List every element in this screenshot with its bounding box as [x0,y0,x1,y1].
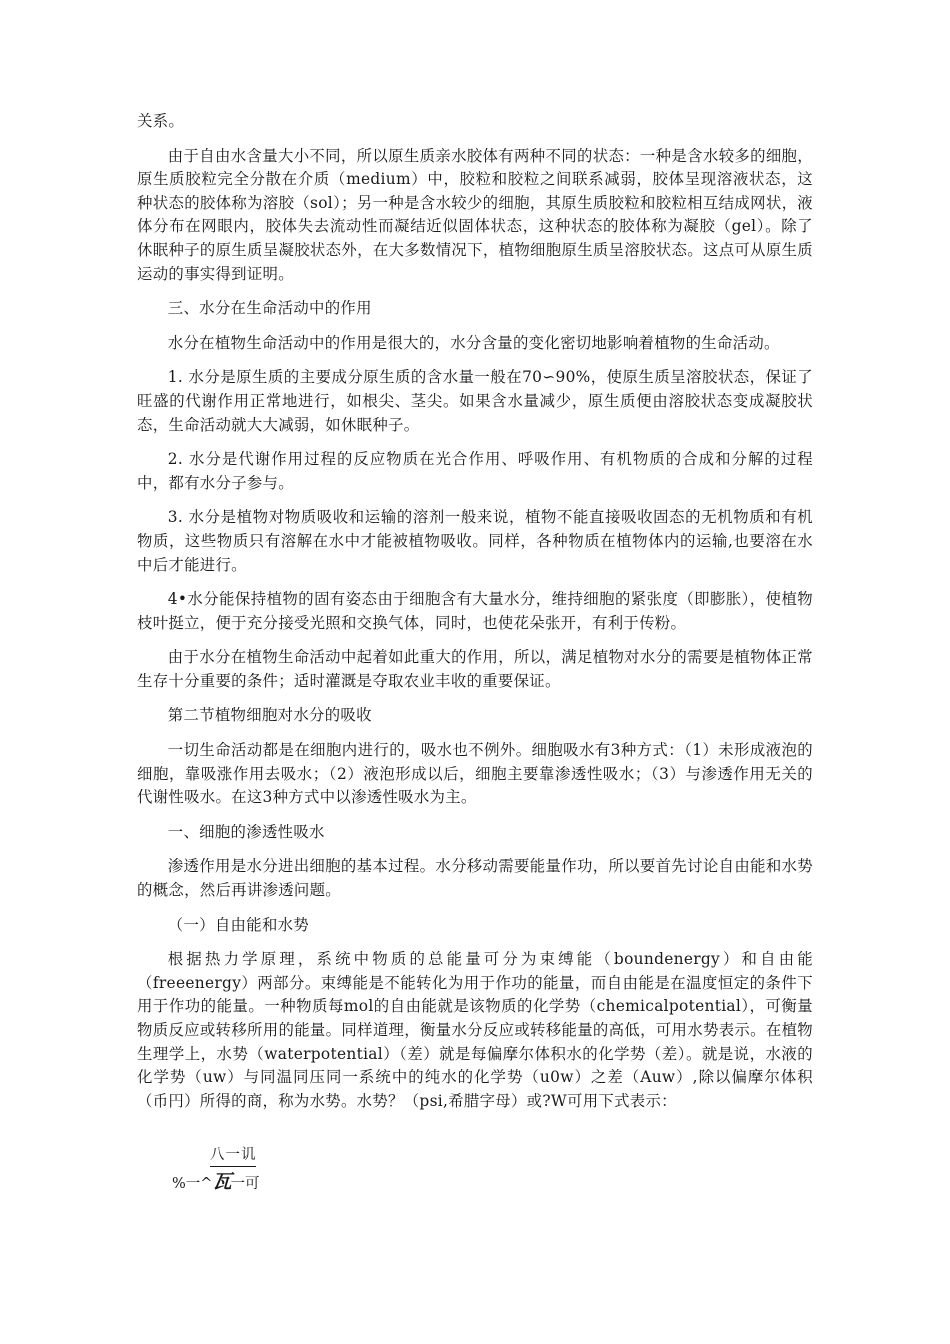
formula-symbol: 瓦 [212,1171,231,1193]
water-potential-formula [172,1143,332,1193]
paragraph-water-role-intro: 水分在植物生命活动中的作用是很大的，水分含量的变化密切地影响着植物的生命活动。 [167,333,780,352]
section-heading-osmotic-absorption: 一、细胞的渗透性吸水 [167,822,325,841]
document-body [137,110,813,1124]
section-heading-cell-absorption: 第二节植物细胞对水分的吸收 [167,706,372,725]
paragraph-point-1: 1. 水分是原生质的主要成分原生质的含水量一般在70∽90%，使原生质呈溶胶状态，保证了旺盛的代谢作用正常地进行，如根尖、茎尖。如果含水量减少，原生质便由溶胶状态变成凝胶状态，生命活动就大大减弱，如休眠种子。 [137,368,813,434]
paragraph-point-3: 3. 水分是植物对物质吸收和运输的溶剂一般来说，植物不能直接吸收固态的无机物质和有机物质，这些物质只有溶解在水中才能被植物吸收。同样，各种物质在植物体内的运输,也要溶在水中后才能进行。 [137,508,813,574]
paragraph-point-4: 4•水分能保持植物的固有姿态由于细胞含有大量水分，维持细胞的紧张度（即膨胀），使植物枝叶挺立，便于充分接受光照和交换气体，同时，也使花朵张开，有利于传粉。 [137,590,813,632]
formula-right: 一可 [230,1176,260,1192]
subsection-heading-free-energy: （一）自由能和水势 [167,915,310,934]
paragraph-water-importance: 由于水分在植物生命活动中起着如此重大的作用，所以，满足植物对水分的需要是植物体正常生存十分重要的条件；适时灌溉是夺取农业丰收的重要保证。 [137,648,813,690]
paragraph-point-2: 2. 水分是代谢作用过程的反应物质在光合作用、呼吸作用、有机物质的合成和分解的过程中，都有水分子参与。 [137,450,813,492]
paragraph-continuation: 关系。 [137,112,185,130]
section-heading-water-role: 三、水分在生命活动中的作用 [167,299,372,318]
paragraph-osmosis-intro: 渗透作用是水分进出细胞的基本过程。水分移动需要能量作功，所以要首先讨论自由能和水势的概念，然后再讲渗透问题。 [137,857,813,900]
formula-numerator: 八一讥 [210,1147,257,1163]
paragraph-absorption-methods: 一切生命活动都是在细胞内进行的，吸水也不例外。细胞吸水有3种方式：（1）未形成液泡的细胞，靠吸涨作用去吸水；（2）液泡形成以后，细胞主要靠渗透性吸水；（3）与渗透作用无关的代谢性吸水。在这3种方式中以渗透性吸水为主。 [137,741,813,807]
formula-main-line [172,1167,259,1194]
formula-left: %一^ [172,1176,213,1192]
paragraph-colloid-states: 由于自由水含量大小不同，所以原生质亲水胶体有两种不同的状态：一种是含水较多的细胞，原生质胶粒完全分散在介质（medium）中，胶粒和胶粒之间联系减弱，胶体呈现溶液状态，这种状态的胶体称为溶胶（sol）；另一种是含水较少的细胞，其原生质胶粒和胶粒相互结成网状，液体分布在网眼内，胶体失去流动性而凝结近似固体状态，这种状态的胶体称为凝胶（gel）。除了休眠种子的原生质呈凝胶状态外，在大多数情况下，植物细胞原生质呈溶胶状态。这点可从原生质运动的事实得到证明。 [137,146,813,283]
paragraph-free-energy: 根据热力学原理，系统中物质的总能量可分为束缚能（boundenergy）和自由能（freeenergy）两部分。束缚能是不能转化为用于作功的能量，而自由能是在温度恒定的条件下用于作功的能量。一种物质每mol的自由能就是该物质的化学势（chemicalpotential），可衡量物质反应或转移所用的能量。同样道理，衡量水分反应或转移能量的高低，可用水势表示。在植物生理学上，水势（waterpotential）（差）就是每偏摩尔体积水的化学势（差）。就是说，水液的化学势（uw）与同温同压同一系统中的纯水的化学势（u0w）之差（Auw）,除以偏摩尔体积（币円）所得的商，称为水势。水势？（psi,希腊字母）或?W可用下式表示： [137,950,813,1110]
